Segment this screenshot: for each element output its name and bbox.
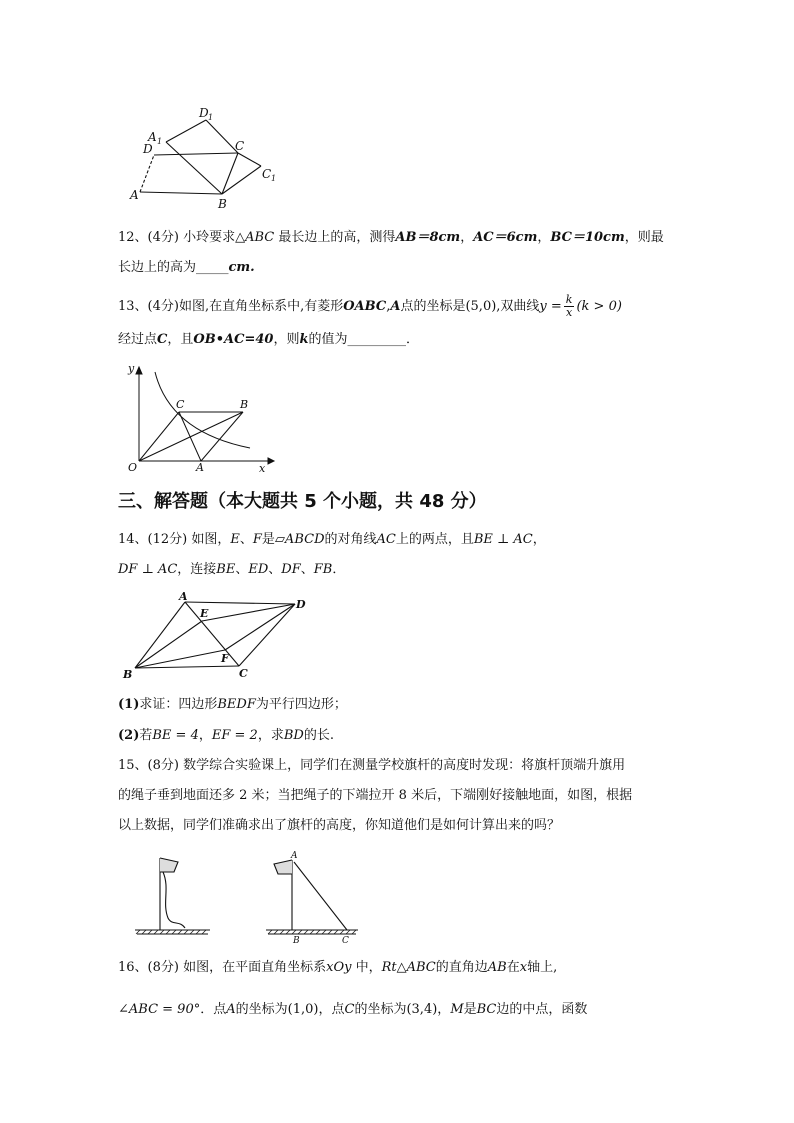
math: AB — [487, 960, 507, 975]
text: 的坐标为 — [354, 1002, 407, 1017]
math: ▱ABCD — [274, 532, 325, 547]
label-A: A — [196, 461, 204, 474]
text: 、 — [235, 562, 249, 577]
math: BC — [476, 1002, 497, 1017]
text: ，则 — [273, 332, 300, 347]
text: 数学综合实验课上，同学们在测量学校旗杆的高度时发现：将旗杆顶端升旗用 — [178, 758, 626, 773]
math: C — [344, 1002, 355, 1017]
math: A — [226, 1002, 236, 1017]
math: y = — [539, 299, 562, 314]
part-label: (1) — [118, 697, 140, 712]
text: , — [386, 299, 391, 314]
math: AC＝6cm — [473, 230, 538, 245]
question-14-part2 — [118, 726, 334, 746]
denominator: x — [566, 306, 573, 319]
label-C: C — [239, 667, 248, 680]
question-12-line2 — [118, 258, 255, 278]
answer-blank: _________ — [347, 332, 406, 347]
text: 是 — [463, 1002, 477, 1017]
math: AB＝8cm — [395, 230, 461, 245]
text: 在 — [506, 960, 520, 975]
figure-q11 — [126, 100, 306, 212]
label-C1: C — [262, 167, 272, 181]
text: 点的坐标是(5,0),双曲线 — [400, 299, 540, 314]
question-14-line1 — [118, 530, 546, 550]
text: ． — [332, 562, 346, 577]
math: EF = 2 — [211, 728, 258, 743]
text: 的坐标为 — [235, 1002, 288, 1017]
text: 若 — [139, 728, 153, 743]
label-E: E — [200, 607, 209, 620]
answer-blank: _____ — [196, 260, 229, 275]
text: 长边上的高为 — [118, 260, 197, 275]
math: ∠ABC = 90° — [118, 1002, 201, 1017]
text: 经过点 — [118, 332, 158, 347]
text: ， — [437, 1002, 451, 1017]
text: 如图，在平面直角坐标系 — [178, 960, 327, 975]
part-label: (2) — [118, 728, 140, 743]
text: 的长. — [303, 728, 334, 743]
text: 求证：四边形 — [139, 697, 218, 712]
label-A: A — [130, 188, 139, 202]
fraction-k-over-x — [564, 294, 575, 319]
question-16-line2 — [118, 1000, 587, 1020]
math: DF ⊥ AC — [118, 562, 178, 577]
math: E — [230, 532, 240, 547]
text: ， — [532, 532, 546, 547]
label-A: A — [179, 590, 188, 603]
question-number: 14、(12分) — [118, 532, 188, 547]
math: Rt△ABC — [381, 960, 436, 975]
label-C1-sub: 1 — [271, 174, 277, 183]
question-13-line1 — [118, 292, 622, 322]
question-13-line2 — [118, 330, 419, 350]
text: 、 — [300, 562, 314, 577]
question-15-line3: 以上数据，同学们准确求出了旗杆的高度，你知道他们是如何计算出来的吗？ — [118, 818, 561, 833]
question-number: 12、(4分) — [118, 230, 179, 245]
math: C — [157, 332, 168, 347]
label-B: B — [218, 197, 227, 211]
figure-q13 — [118, 360, 288, 475]
text: ，点 — [318, 1002, 345, 1017]
text: 为平行四边形； — [255, 697, 347, 712]
math: FB — [313, 562, 333, 577]
label-C: C — [176, 398, 185, 411]
section-heading: 三、解答题（本大题共 5 个小题，共 48 分） — [118, 491, 487, 512]
math: cm. — [228, 260, 255, 275]
question-number: 13、(4分) — [118, 299, 179, 314]
text: ． — [405, 332, 419, 347]
text: 中， — [351, 960, 382, 975]
text: ，且 — [167, 332, 194, 347]
label-D1-sub: 1 — [208, 113, 214, 122]
axis-y-label: y — [128, 362, 135, 375]
text: 如图， — [187, 532, 231, 547]
text: ，则最 — [624, 230, 664, 245]
text: ，求 — [257, 728, 284, 743]
math: xOy — [326, 960, 352, 975]
math: BC＝10cm — [550, 230, 625, 245]
label-F: F — [221, 652, 229, 665]
text: ，连接 — [177, 562, 217, 577]
label-A1: A — [148, 130, 157, 144]
math: ED — [248, 562, 269, 577]
math: A — [390, 299, 401, 314]
label-D: D — [296, 598, 306, 611]
text: 轴上, — [527, 960, 558, 975]
label-D1: D — [199, 106, 209, 120]
question-number: 16、(8分) — [118, 960, 179, 975]
question-number: 15、(8分) — [118, 758, 179, 773]
question-14-part1 — [118, 695, 347, 715]
math: BE ⊥ AC — [473, 532, 533, 547]
math: DF — [281, 562, 301, 577]
text: ， — [460, 230, 474, 245]
text: 、 — [268, 562, 282, 577]
math: △ABC — [235, 230, 275, 245]
text: 上的两点，且 — [395, 532, 474, 547]
text: ， — [198, 728, 212, 743]
label-C: C — [342, 936, 349, 946]
axis-x-label: x — [259, 462, 266, 475]
question-16-line1 — [118, 958, 557, 978]
label-B: B — [123, 668, 133, 681]
math: AC — [376, 532, 396, 547]
question-14-line2 — [118, 560, 345, 580]
figure-q14 — [118, 590, 318, 682]
text: 最长边上的高，测得 — [274, 230, 396, 245]
math: k — [299, 332, 309, 347]
label-C: C — [235, 139, 245, 153]
text: 小玲要求 — [178, 230, 236, 245]
math: BEDF — [217, 697, 256, 712]
math: (1,0) — [287, 1002, 319, 1017]
question-15-line2: 的绳子垂到地面还多 2 米；当把绳子的下端拉开 8 米后，下端刚好接触地面，如图，根据 — [118, 788, 633, 803]
label-A: A — [291, 851, 298, 861]
question-12-line1 — [118, 228, 664, 248]
text: 、 — [239, 532, 253, 547]
label-A1-sub: 1 — [157, 137, 163, 146]
math: (k > 0) — [576, 299, 622, 314]
text: 如图,在直角坐标系中,有菱形 — [178, 299, 344, 314]
label-O: O — [128, 461, 138, 474]
math: BE — [216, 562, 236, 577]
label-B: B — [240, 398, 249, 411]
math: x — [519, 960, 528, 975]
math: M — [450, 1002, 464, 1017]
label-D: D — [143, 142, 153, 156]
math: BE = 4 — [152, 728, 199, 743]
figure-q15 — [130, 848, 370, 948]
math: OABC — [343, 299, 387, 314]
text: ， — [537, 230, 551, 245]
text: 边的中点，函数 — [496, 1002, 588, 1017]
numerator: k — [565, 293, 573, 306]
text: 是 — [261, 532, 275, 547]
text: 的直角边 — [435, 960, 488, 975]
math: F — [252, 532, 262, 547]
text: ．点 — [200, 1002, 227, 1017]
math: OB•AC=40 — [193, 332, 274, 347]
text: 的对角线 — [324, 532, 377, 547]
math: (3,4) — [406, 1002, 438, 1017]
label-B: B — [293, 936, 300, 946]
math: BD — [283, 728, 304, 743]
text: 的值为 — [308, 332, 348, 347]
question-15-line1 — [118, 756, 625, 776]
